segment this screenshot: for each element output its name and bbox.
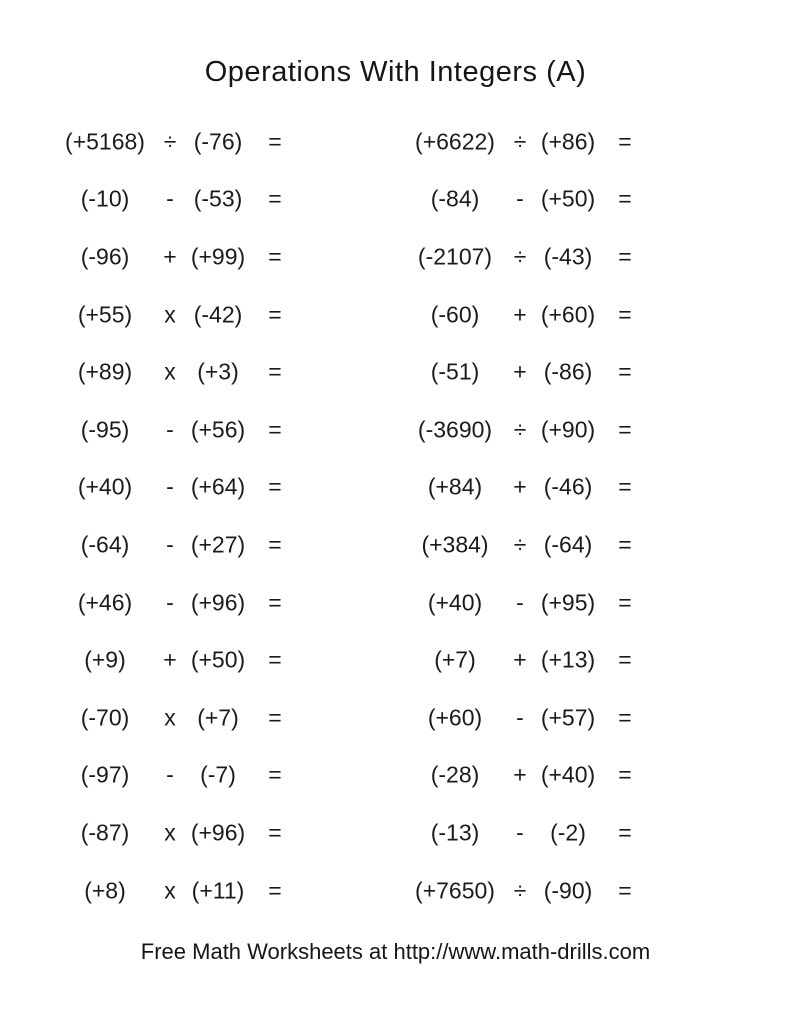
operand-a: (-51) xyxy=(430,358,480,385)
operand-b: (-46) xyxy=(543,473,593,500)
operator: x xyxy=(164,301,176,328)
problem-row xyxy=(0,689,791,747)
equals-sign: = xyxy=(618,704,632,731)
problem-left-5 xyxy=(53,358,297,385)
equals-sign: = xyxy=(268,761,282,788)
operand-b: (-86) xyxy=(543,358,593,385)
operator: ÷ xyxy=(513,416,527,443)
operator: - xyxy=(166,589,174,616)
equals-sign: = xyxy=(618,301,632,328)
operand-a: (+40) xyxy=(427,589,483,616)
problem-right-2 xyxy=(403,185,647,212)
operand-a: (+7) xyxy=(434,646,476,673)
problem-left-13 xyxy=(53,821,297,844)
problem-row xyxy=(0,459,791,517)
equals-sign: = xyxy=(268,301,282,328)
operand-b: (+56) xyxy=(190,416,246,443)
operator: + xyxy=(513,473,527,500)
problem-row xyxy=(0,631,791,689)
problem-left-14 xyxy=(53,879,297,902)
problem-right-3 xyxy=(403,245,647,268)
equals-sign: = xyxy=(268,589,282,616)
problem-right-7 xyxy=(403,473,647,500)
operand-a: (+89) xyxy=(77,358,133,385)
equals-sign: = xyxy=(618,358,632,385)
operator: - xyxy=(166,416,174,443)
operator: x xyxy=(164,358,176,385)
operator: x xyxy=(164,819,176,846)
operand-b: (+57) xyxy=(540,704,596,731)
worksheet-title: Operations With Integers (A) xyxy=(204,56,587,88)
equals-sign: = xyxy=(618,589,632,616)
problem-row xyxy=(0,171,791,229)
problem-row xyxy=(0,516,791,574)
problem-left-10 xyxy=(53,646,297,673)
operand-a: (-87) xyxy=(80,819,130,846)
problem-right-6 xyxy=(403,418,647,441)
operator: + xyxy=(513,761,527,788)
operand-a: (+40) xyxy=(77,473,133,500)
operand-a: (+7650) xyxy=(415,877,495,904)
operator: - xyxy=(166,761,174,788)
operator: - xyxy=(516,185,524,212)
equals-sign: = xyxy=(268,877,282,904)
operand-a: (+46) xyxy=(77,589,133,616)
problem-left-8 xyxy=(53,533,297,556)
problem-right-10 xyxy=(403,646,647,673)
operand-b: (+99) xyxy=(190,243,246,270)
problem-left-6 xyxy=(53,418,297,441)
operand-b: (+40) xyxy=(540,761,596,788)
problem-right-5 xyxy=(403,358,647,385)
operator: ÷ xyxy=(513,243,527,270)
operand-b: (-42) xyxy=(193,301,243,328)
operand-b: (-43) xyxy=(543,243,593,270)
equals-sign: = xyxy=(268,473,282,500)
problem-right-1 xyxy=(403,130,647,153)
problem-left-12 xyxy=(53,761,297,788)
operand-a: (-70) xyxy=(80,704,130,731)
problem-right-11 xyxy=(403,706,647,729)
operand-a: (+9) xyxy=(84,646,126,673)
operator: + xyxy=(513,301,527,328)
operator: ÷ xyxy=(513,128,527,155)
equals-sign: = xyxy=(618,416,632,443)
operand-b: (+96) xyxy=(190,589,246,616)
problem-row xyxy=(0,228,791,286)
operand-a: (-28) xyxy=(430,761,480,788)
operand-a: (-64) xyxy=(80,531,130,558)
operand-b: (+13) xyxy=(540,646,596,673)
problem-row xyxy=(0,574,791,632)
equals-sign: = xyxy=(268,358,282,385)
operand-b: (+86) xyxy=(540,128,596,155)
operand-b: (+3) xyxy=(197,358,239,385)
problem-left-7 xyxy=(53,473,297,500)
problem-left-3 xyxy=(53,245,297,268)
operand-b: (-2) xyxy=(550,819,586,846)
operator: + xyxy=(163,243,177,270)
operand-a: (-97) xyxy=(80,761,130,788)
operand-b: (+11) xyxy=(191,877,245,904)
equals-sign: = xyxy=(618,646,632,673)
problem-left-9 xyxy=(53,591,297,614)
problem-left-4 xyxy=(53,303,297,326)
operator: + xyxy=(513,646,527,673)
operator: - xyxy=(166,531,174,558)
problems-grid xyxy=(0,113,791,919)
operand-b: (+50) xyxy=(540,185,596,212)
operand-b: (-7) xyxy=(200,761,236,788)
operand-a: (-10) xyxy=(80,185,130,212)
operand-a: (-96) xyxy=(80,243,130,270)
operand-a: (-95) xyxy=(80,416,130,443)
equals-sign: = xyxy=(618,819,632,846)
problem-right-8 xyxy=(403,533,647,556)
problem-row xyxy=(0,343,791,401)
operand-a: (+5168) xyxy=(65,128,145,155)
equals-sign: = xyxy=(268,185,282,212)
operator: - xyxy=(166,185,174,212)
operand-b: (+96) xyxy=(190,819,246,846)
operand-a: (+8) xyxy=(84,877,126,904)
operand-a: (-13) xyxy=(430,819,480,846)
operand-a: (+6622) xyxy=(415,128,495,155)
operand-b: (+60) xyxy=(540,301,596,328)
operand-b: (+50) xyxy=(190,646,246,673)
operator: ÷ xyxy=(513,531,527,558)
operand-b: (+95) xyxy=(540,589,596,616)
operator: - xyxy=(516,819,524,846)
problem-right-13 xyxy=(403,821,647,844)
problem-left-11 xyxy=(53,706,297,729)
operand-b: (-53) xyxy=(193,185,243,212)
operand-b: (-76) xyxy=(193,128,243,155)
operand-a: (+60) xyxy=(427,704,483,731)
operand-a: (-84) xyxy=(430,185,480,212)
equals-sign: = xyxy=(268,416,282,443)
equals-sign: = xyxy=(618,473,632,500)
operator: x xyxy=(164,704,176,731)
equals-sign: = xyxy=(618,877,632,904)
equals-sign: = xyxy=(618,531,632,558)
problem-right-4 xyxy=(403,303,647,326)
operand-b: (-64) xyxy=(543,531,593,558)
operand-b: (-90) xyxy=(543,877,593,904)
problem-row xyxy=(0,747,791,805)
problem-row xyxy=(0,804,791,862)
operand-a: (-2107) xyxy=(417,243,493,270)
equals-sign: = xyxy=(268,531,282,558)
equals-sign: = xyxy=(618,243,632,270)
equals-sign: = xyxy=(618,128,632,155)
problem-right-12 xyxy=(403,761,647,788)
equals-sign: = xyxy=(618,761,632,788)
problem-row xyxy=(0,862,791,920)
operand-a: (+55) xyxy=(77,301,133,328)
operator: - xyxy=(166,473,174,500)
equals-sign: = xyxy=(268,646,282,673)
equals-sign: = xyxy=(618,185,632,212)
problem-row xyxy=(0,286,791,344)
operator: - xyxy=(516,589,524,616)
operator: ÷ xyxy=(513,877,527,904)
operand-b: (+90) xyxy=(540,416,596,443)
equals-sign: = xyxy=(268,704,282,731)
operand-a: (+84) xyxy=(427,473,483,500)
problem-row xyxy=(0,401,791,459)
operator: - xyxy=(516,704,524,731)
operand-b: (+64) xyxy=(190,473,246,500)
equals-sign: = xyxy=(268,128,282,155)
operand-a: (+384) xyxy=(421,531,489,558)
equals-sign: = xyxy=(268,243,282,270)
operand-a: (-3690) xyxy=(417,416,493,443)
equals-sign: = xyxy=(268,819,282,846)
problem-left-2 xyxy=(53,185,297,212)
problem-right-9 xyxy=(403,591,647,614)
operator: + xyxy=(163,646,177,673)
problem-right-14 xyxy=(403,879,647,902)
footer-credit: Free Math Worksheets at http://www.math-drills.com xyxy=(140,939,651,964)
operator: x xyxy=(164,877,176,904)
operand-a: (-60) xyxy=(430,301,480,328)
problem-left-1 xyxy=(53,130,297,153)
operand-b: (+7) xyxy=(197,704,239,731)
operand-b: (+27) xyxy=(190,531,246,558)
problem-row xyxy=(0,113,791,171)
operator: + xyxy=(513,358,527,385)
operator: ÷ xyxy=(163,128,177,155)
